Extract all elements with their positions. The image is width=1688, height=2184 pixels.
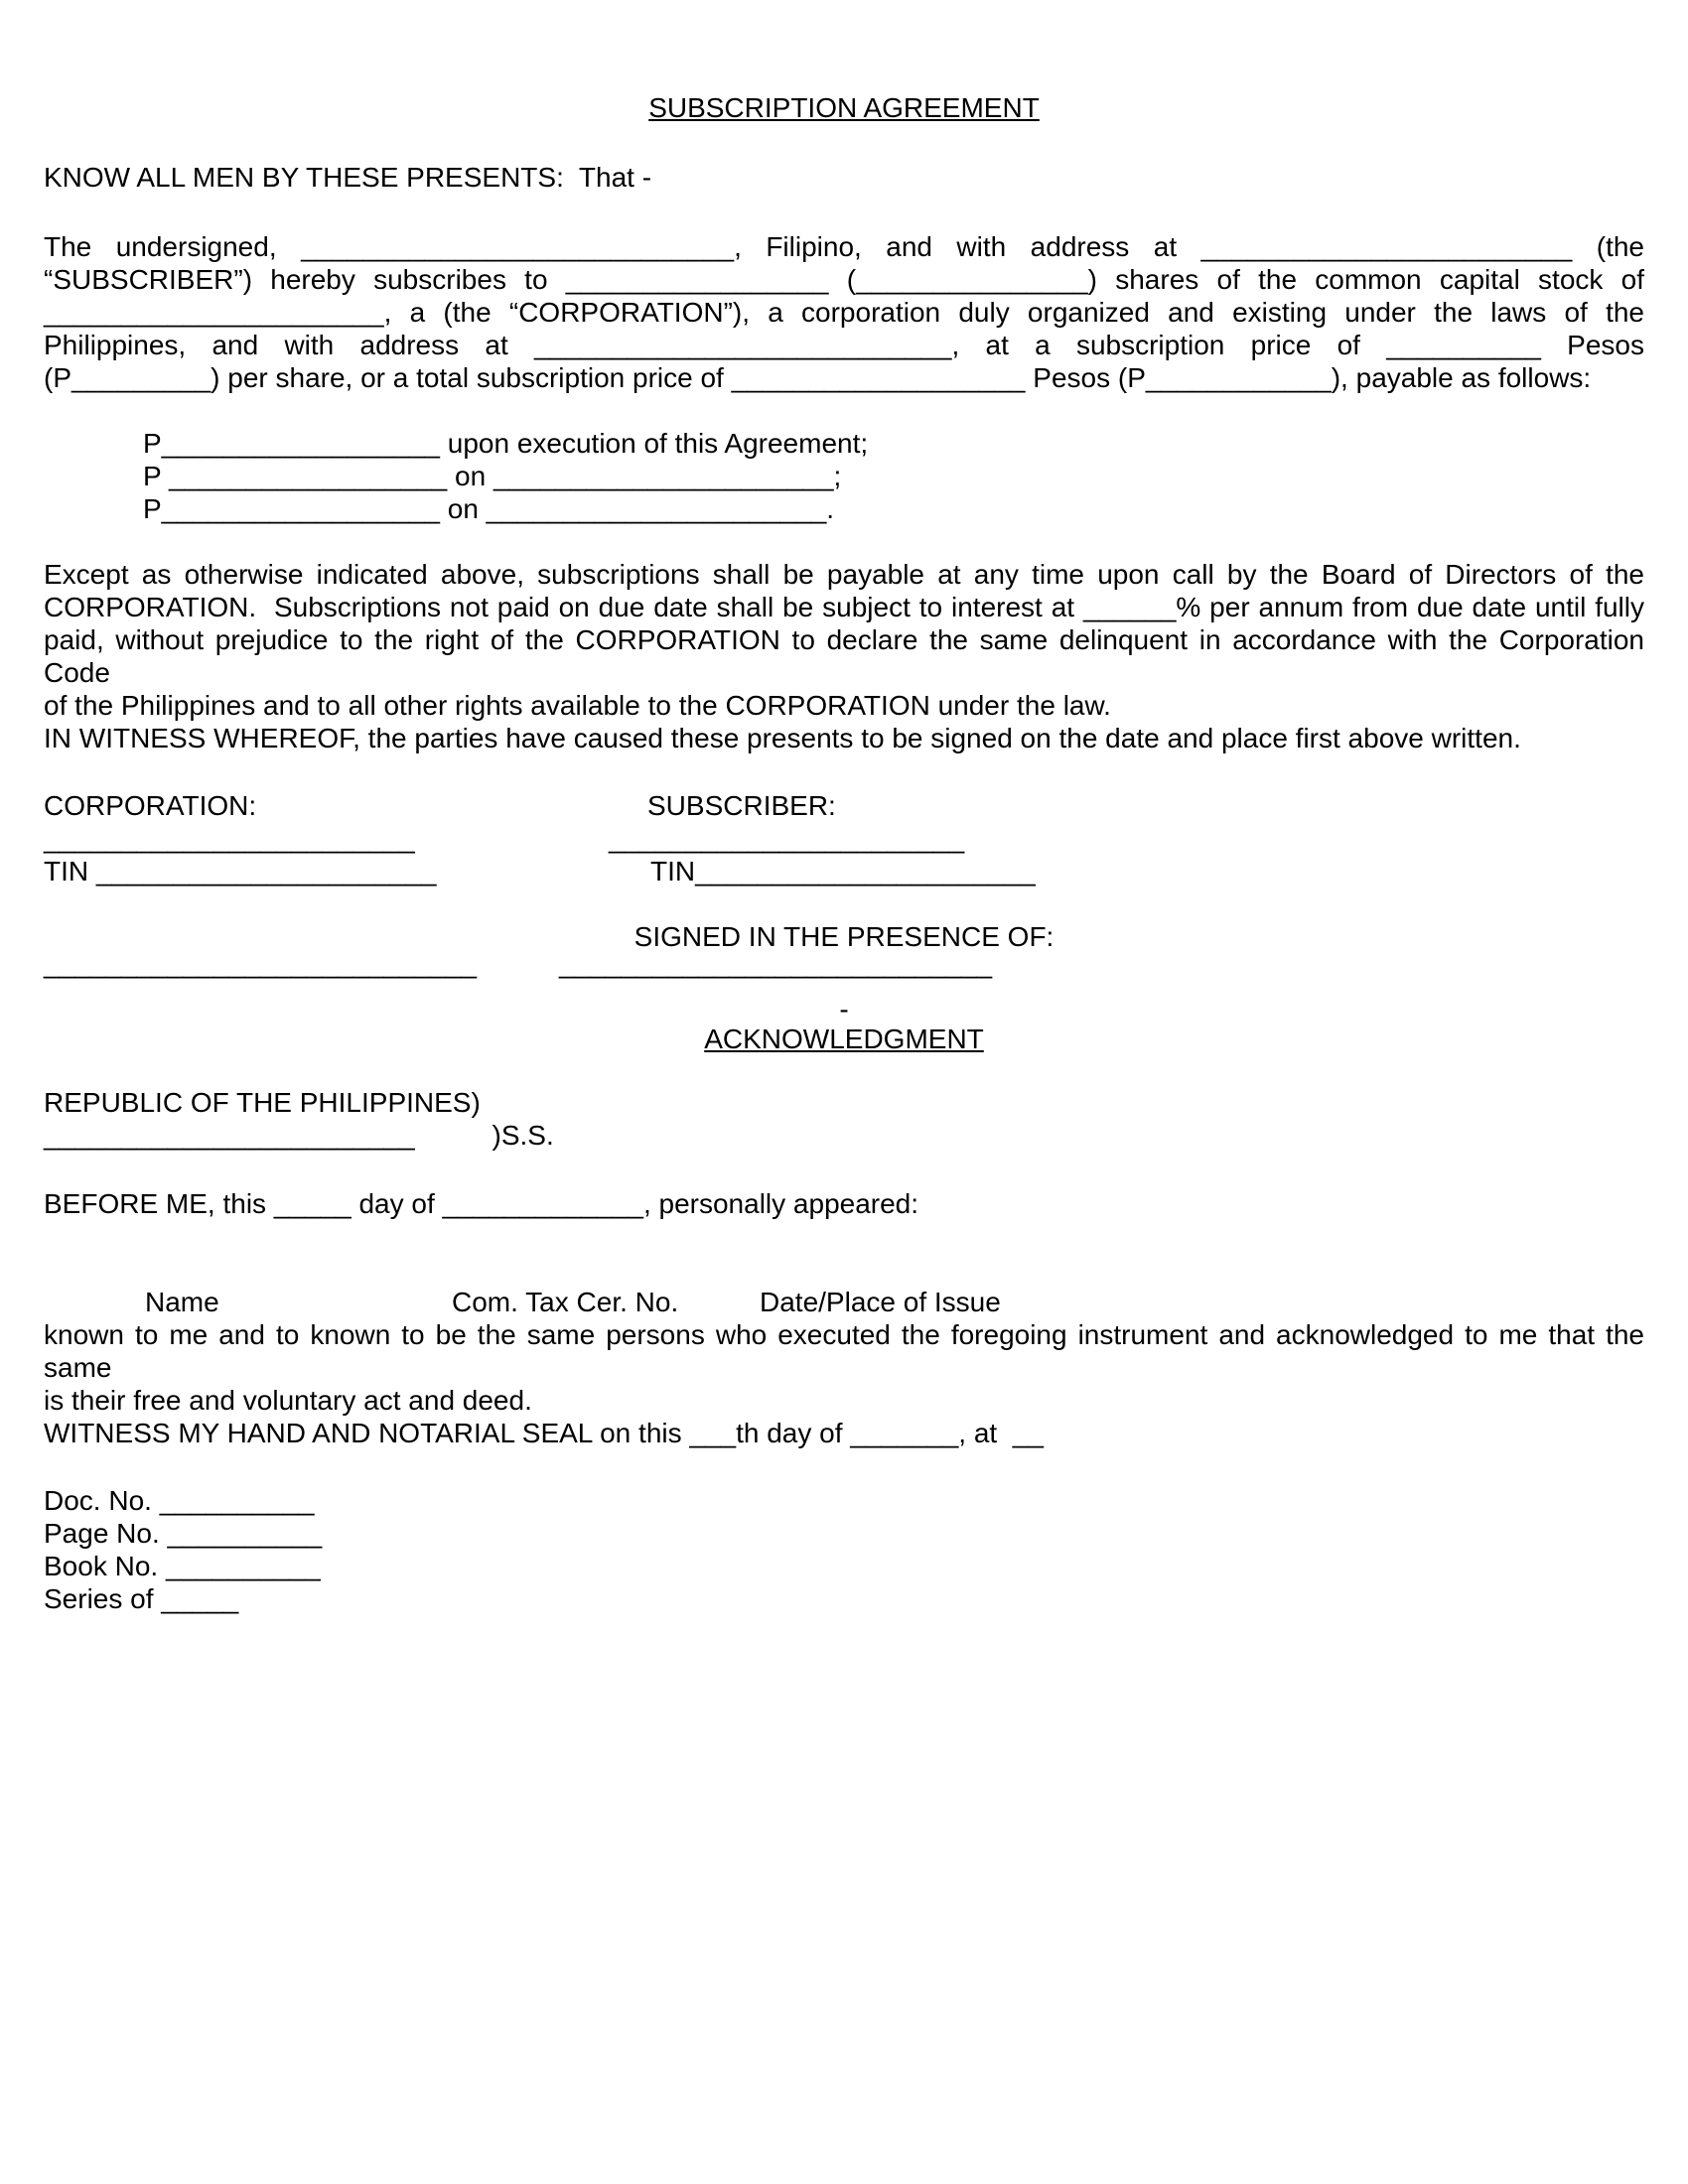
before-me-line: BEFORE ME, this _____ day of _____________, personally appeared: — [44, 1188, 919, 1219]
payment-schedule — [143, 427, 1644, 525]
presence-signature-lines — [44, 947, 1688, 980]
column-date-place: Date/Place of Issue — [760, 1287, 1001, 1317]
payment-line: P__________________ on ______________________. — [143, 493, 835, 524]
paragraph-line: paid, without prejudice to the right of the CORPORATION to declare the same delinquent in accordance with the Corporation Code — [44, 624, 1644, 688]
appearer-columns — [44, 1286, 1688, 1318]
presence-heading: SIGNED IN THE PRESENCE OF: — [633, 921, 1055, 952]
corporation-label: CORPORATION: — [44, 790, 257, 821]
republic-line: REPUBLIC OF THE PHILIPPINES) — [44, 1087, 481, 1118]
payment-line: P __________________ on ______________________; — [143, 461, 842, 491]
paragraph-line: known to me and to known to be the same persons who executed the foregoing instrument and acknowledged to me that the same — [44, 1319, 1644, 1383]
corporation-tin-field: TIN ______________________ — [44, 856, 437, 887]
paragraph-line: ______________________, a (the “CORPORATION”), a corporation duly organized and existing under the laws of the — [44, 297, 1644, 328]
page-title: SUBSCRIPTION AGREEMENT — [648, 92, 1040, 123]
subscription-paragraph — [44, 230, 1644, 394]
notarial-seal-line: WITNESS MY HAND AND NOTARIAL SEAL on this ___th day of _______, at __ — [44, 1418, 1044, 1448]
paragraph-line: CORPORATION. Subscriptions not paid on due date shall be subject to interest at ______% per annum from due date until fully — [44, 592, 1644, 622]
payment-line: P__________________ upon execution of this Agreement; — [143, 428, 869, 459]
witness-clause: IN WITNESS WHEREOF, the parties have caused these presents to be signed on the date and place first above written. — [44, 723, 1521, 753]
signature-block — [44, 789, 1644, 887]
known-to-me-paragraph — [44, 1318, 1644, 1417]
doc-no-line: Doc. No. __________ — [44, 1485, 315, 1516]
presence-right-line: ____________________________ — [559, 948, 993, 979]
paragraph-line: Philippines, and with address at ___________________________, at a subscription price of __________ Pesos — [44, 330, 1644, 360]
book-no-line: Book No. __________ — [44, 1551, 321, 1581]
subscriber-label: SUBSCRIBER: — [647, 790, 836, 821]
column-ctc-no: Com. Tax Cer. No. — [452, 1287, 679, 1317]
acknowledgment-heading: ACKNOWLEDGMENT — [704, 1024, 984, 1054]
paragraph-line: The undersigned, ____________________________, Filipino, and with address at ________________________ (the — [44, 231, 1644, 262]
series-of-line: Series of _____ — [44, 1583, 239, 1614]
notary-register-block — [44, 1484, 1644, 1615]
subscriber-signature-line: _______________________ — [609, 823, 965, 854]
subscriber-tin-field: TIN______________________ — [650, 856, 1036, 887]
paragraph-line: “SUBSCRIBER”) hereby subscribes to _________________ (_______________) shares of the common capital stock of — [44, 264, 1644, 295]
separator-dash: - — [839, 994, 849, 1024]
page-no-line: Page No. __________ — [44, 1518, 323, 1549]
corporation-signature-line: ________________________ — [44, 823, 415, 854]
opening-statement: KNOW ALL MEN BY THESE PRESENTS: That - — [44, 162, 652, 193]
call-and-interest-paragraph — [44, 558, 1644, 722]
paragraph-line: of the Philippines and to all other rights available to the CORPORATION under the law. — [44, 690, 1111, 721]
paragraph-line: Except as otherwise indicated above, subscriptions shall be payable at any time upon call by the Board of Directors of the — [44, 559, 1644, 590]
column-name: Name — [145, 1287, 219, 1317]
paragraph-line: is their free and voluntary act and deed. — [44, 1385, 532, 1416]
paragraph-line: (P_________) per share, or a total subscription price of ___________________ Pesos (P____________), payable as follows: — [44, 362, 1592, 393]
venue-ss-line: ________________________ )S.S. — [44, 1120, 554, 1151]
presence-left-line: ____________________________ — [44, 948, 478, 979]
